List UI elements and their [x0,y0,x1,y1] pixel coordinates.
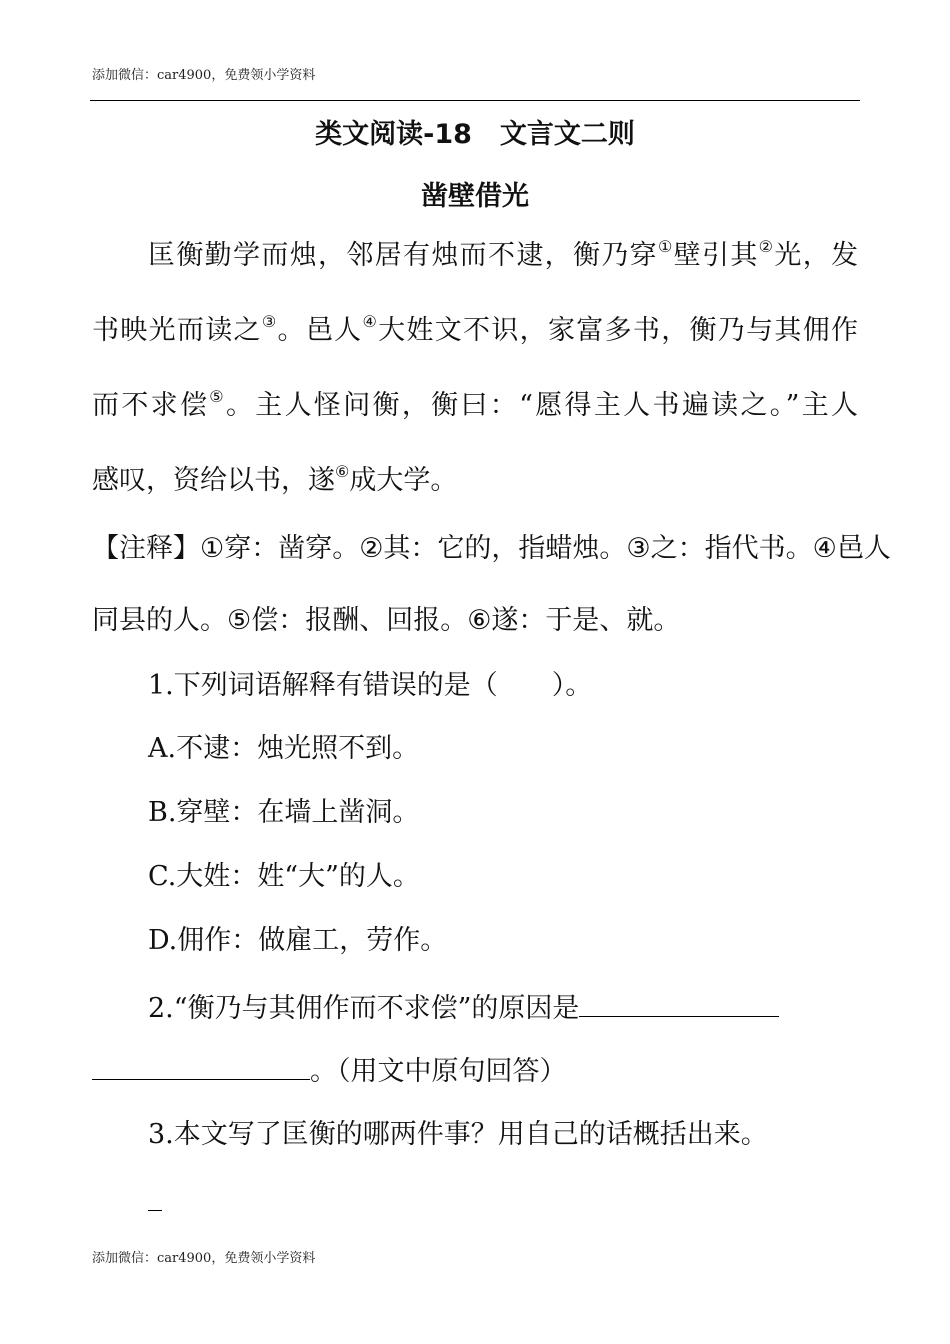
document-title [0,112,950,151]
question-1: 1.下列词语解释有错误的是（ ）。 [148,670,593,701]
title-sub: 文言文二则 [499,119,635,150]
footnote-marker-3: ③ [261,312,278,331]
passage-line-2: 书映光而读之③。邑人④大姓文不识，家富多书，衡乃与其佣作 [92,312,859,346]
footnote-marker-1: ① [657,237,674,256]
answer-blank-2[interactable] [92,1051,310,1080]
story-title: 凿壁借光 [421,181,529,212]
question-2: 2.“衡乃与其佣作而不求偿”的原因是 [148,988,779,1027]
footnote-marker-6: ⑥ [335,462,350,481]
page-header-text: 添加微信：car4900，免费领小学资料 [92,68,316,83]
footnote-marker-4: ④ [362,312,379,331]
passage-line-4: 感叹，资给以书，遂⑥成大学。 [92,462,458,496]
answer-blank-1[interactable] [579,988,779,1017]
page-footer-text: 添加微信：car4900，免费领小学资料 [92,1251,316,1266]
notes-line-2: 同县的人。⑤偿：报酬、回报。⑥遂：于是、就。 [92,605,681,636]
footnote-marker-2: ② [758,237,775,256]
option-a: A.不逮：烛光照不到。 [148,733,420,764]
title-main: 类文阅读-18 [315,119,472,150]
answer-line-stub[interactable] [148,1210,162,1211]
passage-line-1: 匡衡勤学而烛，邻居有烛而不逮，衡乃穿①壁引其②光，发 [148,237,859,271]
passage-line-3: 而不求偿⑤。主人怪问衡，衡曰：“愿得主人书遍读之。”主人 [92,387,859,421]
option-c: C.大姓：姓“大”的人。 [148,861,420,892]
footnote-marker-5: ⑤ [209,387,226,406]
question-3: 3.本文写了匡衡的哪两件事？用自己的话概括出来。 [148,1119,768,1150]
option-d: D.佣作：做雇工，劳作。 [148,925,448,956]
notes-line-1: 【注释】①穿：凿穿。②其：它的，指蜡烛。③之：指代书。④邑人 [92,533,891,564]
question-2-continued: 。（用文中原句回答） [92,1051,567,1090]
header-rule [90,100,860,101]
option-b: B.穿壁：在墙上凿洞。 [148,797,420,828]
